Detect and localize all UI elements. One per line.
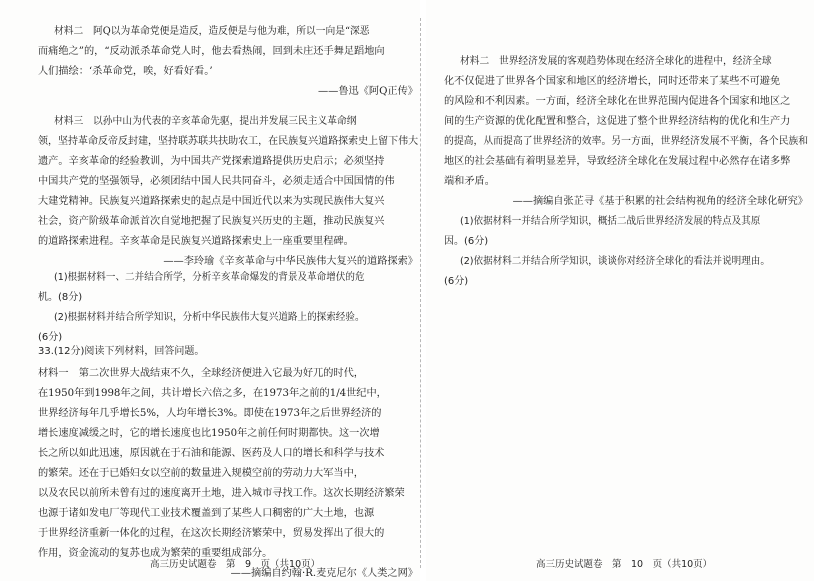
source-attribution: ——摘编自张芷寻《基于积累的社会结构视角的经济全球化研究》 [512, 196, 808, 207]
question-line: (2)根据材料并结合所学知识，分析中华民族伟大复兴道路上的探索经验。 [54, 312, 365, 323]
text-line: 的提高，从而提高了世界经济的效率。另一方面，世界经济发展不平衡，各个民族和 [444, 136, 809, 147]
text-line: 以及农民以前所未曾有过的速度离开土地，进入城市寻找工作。这次长期经济繁荣 [38, 488, 405, 499]
source-attribution: ——鲁迅《阿Q正传》 [317, 86, 418, 97]
text-line: 大建党精神。民族复兴道路探索史的起点是中国近代以来为实现民族伟大复兴 [38, 196, 385, 207]
question-line: (6分) [38, 332, 63, 343]
text-line: 在1950年到1998年之间，共计增长六倍之多，在1973年之前的1/4世纪中， [38, 388, 387, 399]
source-attribution: ——摘编自约翰·R.麦克尼尔《人类之网》 [230, 568, 418, 579]
questions-left [38, 268, 418, 348]
source-attribution: ——李玲瑜《辛亥革命与中华民族伟大复兴的道路探索》 [163, 256, 418, 267]
material-two-left [38, 22, 418, 102]
question-line: (6分) [444, 276, 469, 287]
text-line: 的道路探索进程。辛亥革命是民族复兴道路探索史上一座重要里程碑。 [38, 236, 354, 247]
text-line: 于世界经济重新一体化的过程，在这次长期经济繁荣中，贸易发挥出了很大的 [38, 528, 385, 539]
text-line: 材料二 世界经济发展的客观趋势体现在经济全球化的进程中，经济全球 [460, 56, 772, 67]
page-footer: 高三历史试题卷 第 10 页（共10页） [536, 559, 713, 570]
text-line: 中国共产党的坚强领导，必须团结中国人民共同奋斗，必须走适合中国国情的伟 [38, 176, 395, 187]
question-line: 机。(8分) [38, 292, 83, 303]
text-line: 世界经济每年几乎增长5%，人均年增长3%。即使在1973年之后世界经济的 [38, 408, 382, 419]
questions-right [444, 212, 808, 292]
question-line: 因。(6分) [444, 236, 489, 247]
text-line: 增长速度减缓之时，它的增长速度也比1950年之前任何时期都快。这一次增 [38, 428, 380, 439]
text-line: 而痛绝之”的，“反动派杀革命党人时，他去看热闹，回到未庄还手舞足蹈地向 [38, 46, 385, 57]
material-one-q33 [38, 364, 418, 584]
text-line: 化不仅促进了世界各个国家和地区的经济增长，同时还带来了某些不可避免 [444, 76, 781, 87]
text-line: 遗产。辛亥革命的经验教训，为中国共产党探索道路提供历史启示；必须坚持 [38, 156, 385, 167]
text-line: 作用，资金流动的复苏也成为繁荣的重要组成部分。 [38, 548, 273, 559]
question-line: (1)依据材料一并结合所学知识，概括二战后世界经济发展的特点及其原 [460, 216, 761, 227]
text-line: 社会，资产阶级革命派首次自觉地把握了民族复兴历史的主题，推动民族复兴 [38, 216, 385, 227]
text-line: 材料三 以孙中山为代表的辛亥革命先驱，提出并发展三民主义革命纲 [54, 116, 357, 127]
question-33-title [38, 342, 418, 362]
text-line: 材料二 阿Q以为革命党便是造反，造反便是与他为难，所以一向是“深恶 [54, 26, 370, 37]
page-footer: 高三历史试题卷 第 9 页（共10页） [150, 559, 321, 570]
text-line: 领，坚持革命反帝反封建，坚持联苏联共扶助农工，在民族复兴道路探索史上留下伟大 [38, 136, 419, 147]
material-three-left [38, 112, 418, 272]
material-two-right [444, 52, 808, 212]
text-line: 人们描绘：‘杀革命党，唉，好看好看。’ [38, 66, 213, 77]
text-line: 的繁荣。还在于已婚妇女以空前的数量进入规模空前的劳动力大军当中， [38, 468, 364, 479]
question-line: (1)根据材料一、二并结合所学，分析辛亥革命爆发的背景及革命增伏的危 [54, 272, 365, 283]
page-divider [420, 18, 425, 568]
text-line: 地区的社会基础有着明显差异，导致经济全球化在发展过程中必然存在诸多弊 [444, 156, 791, 167]
question-line: (2)依据材料二并结合所学知识，谈谈你对经济全球化的看法并说明理由。 [460, 256, 770, 267]
text-line: 也源于诸如发电厂等现代工业技术覆盖到了某些人口稠密的广大土地，也源 [38, 508, 375, 519]
question-title: 33.(12分)阅读下列材料，回答问题。 [38, 346, 205, 357]
text-line: 的风险和不利因素。一方面，经济全球化在世界范围内促进各个国家和地区之 [444, 96, 791, 107]
text-line: 间的生产资源的优化配置和整合，这促进了整个世界经济结构的优化和生产力 [444, 116, 791, 127]
exam-page-10 [426, 0, 814, 581]
text-line: 材料一 第二次世界大战结束不久，全球经济便进入它最为好兀的时代， [38, 368, 364, 379]
text-line: 端和矛盾。 [444, 176, 495, 187]
text-line: 长之所以如此迅速，原因就在于石油和能源、医药及人口的增长和科学与技术 [38, 448, 385, 459]
